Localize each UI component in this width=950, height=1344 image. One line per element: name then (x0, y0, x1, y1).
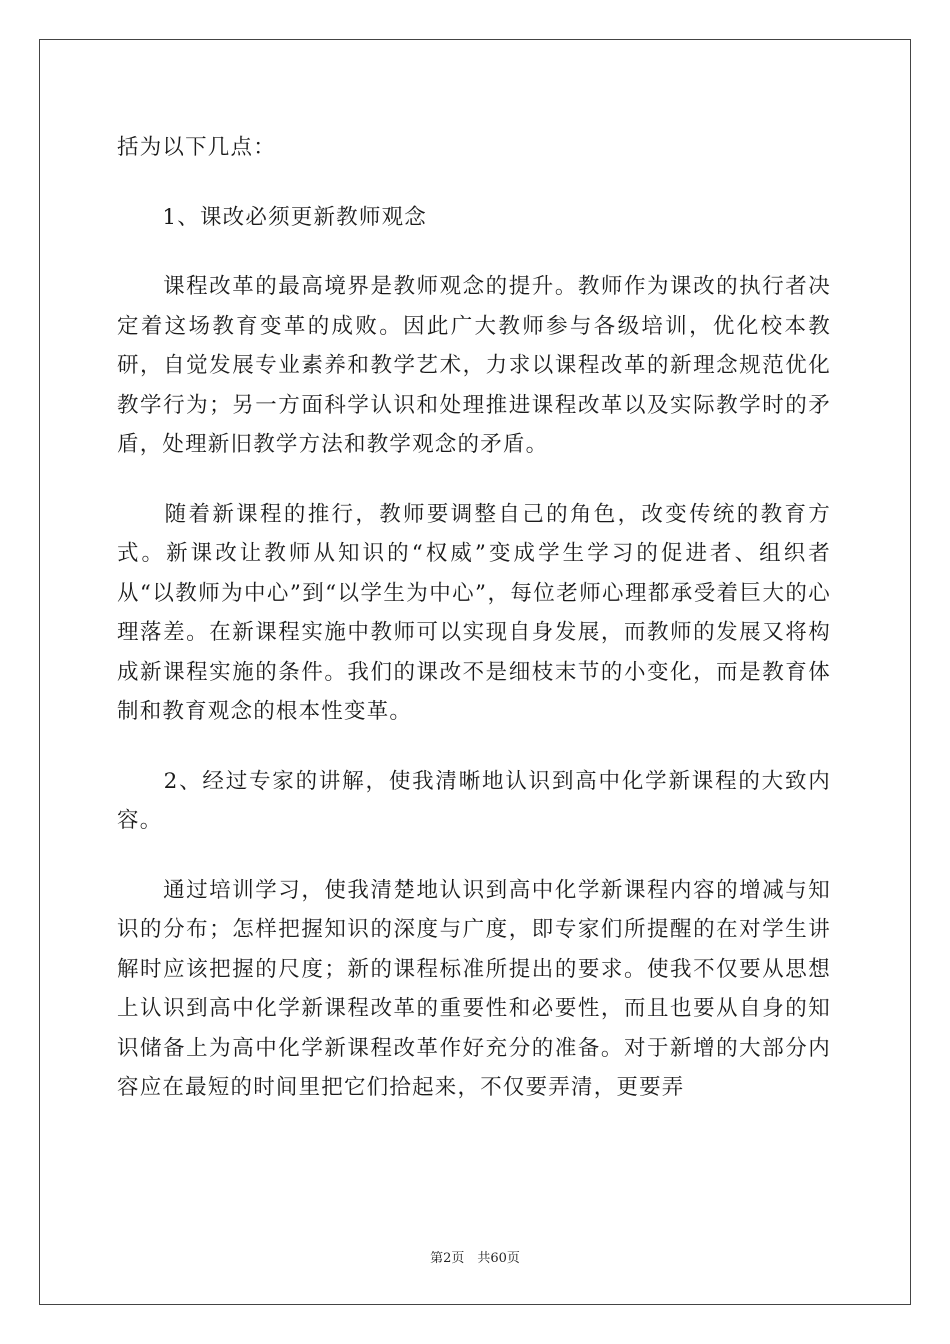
paragraph: 课程改革的最高境界是教师观念的提升。教师作为课改的执行者决定着这场教育变革的成败。因此广大教师参与各级培训，优化校本教研，自觉发展专业素养和教学艺术，力求以课程改革的新理念规范优化教学行为；另一方面科学认识和处理推进课程改革以及实际教学时的矛盾，处理新旧教学方法和教学观念的矛盾。 (117, 274, 831, 457)
document-body (117, 128, 831, 1138)
paragraph: 括为以下几点： (117, 135, 276, 160)
paragraph: 通过培训学习，使我清楚地认识到高中化学新课程内容的增减与知识的分布；怎样把握知识的深度与广度，即专家们所提醒的在对学生讲解时应该把握的尺度；新的课程标准所提出的要求。使我不仅要从思想上认识到高中化学新课程改革的重要性和必要性，而且也要从自身的知识储备上为高中化学新课程改革作好充分的准备。对于新增的大部分内容应在最短的时间里把它们拾起来，不仅要弄清，更要弄 (117, 877, 831, 1100)
section-heading: 1、课改必须更新教师观念 (117, 204, 427, 230)
paragraph: 随着新课程的推行，教师要调整自己的角色，改变传统的教育方式。新课改让教师从知识的“权威”变成学生学习的促进者、组织者从“以教师为中心”到“以学生为中心”，每位老师心理都承受着巨大的心理落差。在新课程实施中教师可以实现自身发展，而教师的发展又将构成新课程实施的条件。我们的课改不是细枝末节的小变化，而是教育体制和教育观念的根本性变革。 (117, 501, 831, 724)
page-footer: 第2页 共60页 (430, 1251, 520, 1266)
section-heading: 2、经过专家的讲解，使我清晰地认识到高中化学新课程的大致内容。 (117, 768, 831, 833)
